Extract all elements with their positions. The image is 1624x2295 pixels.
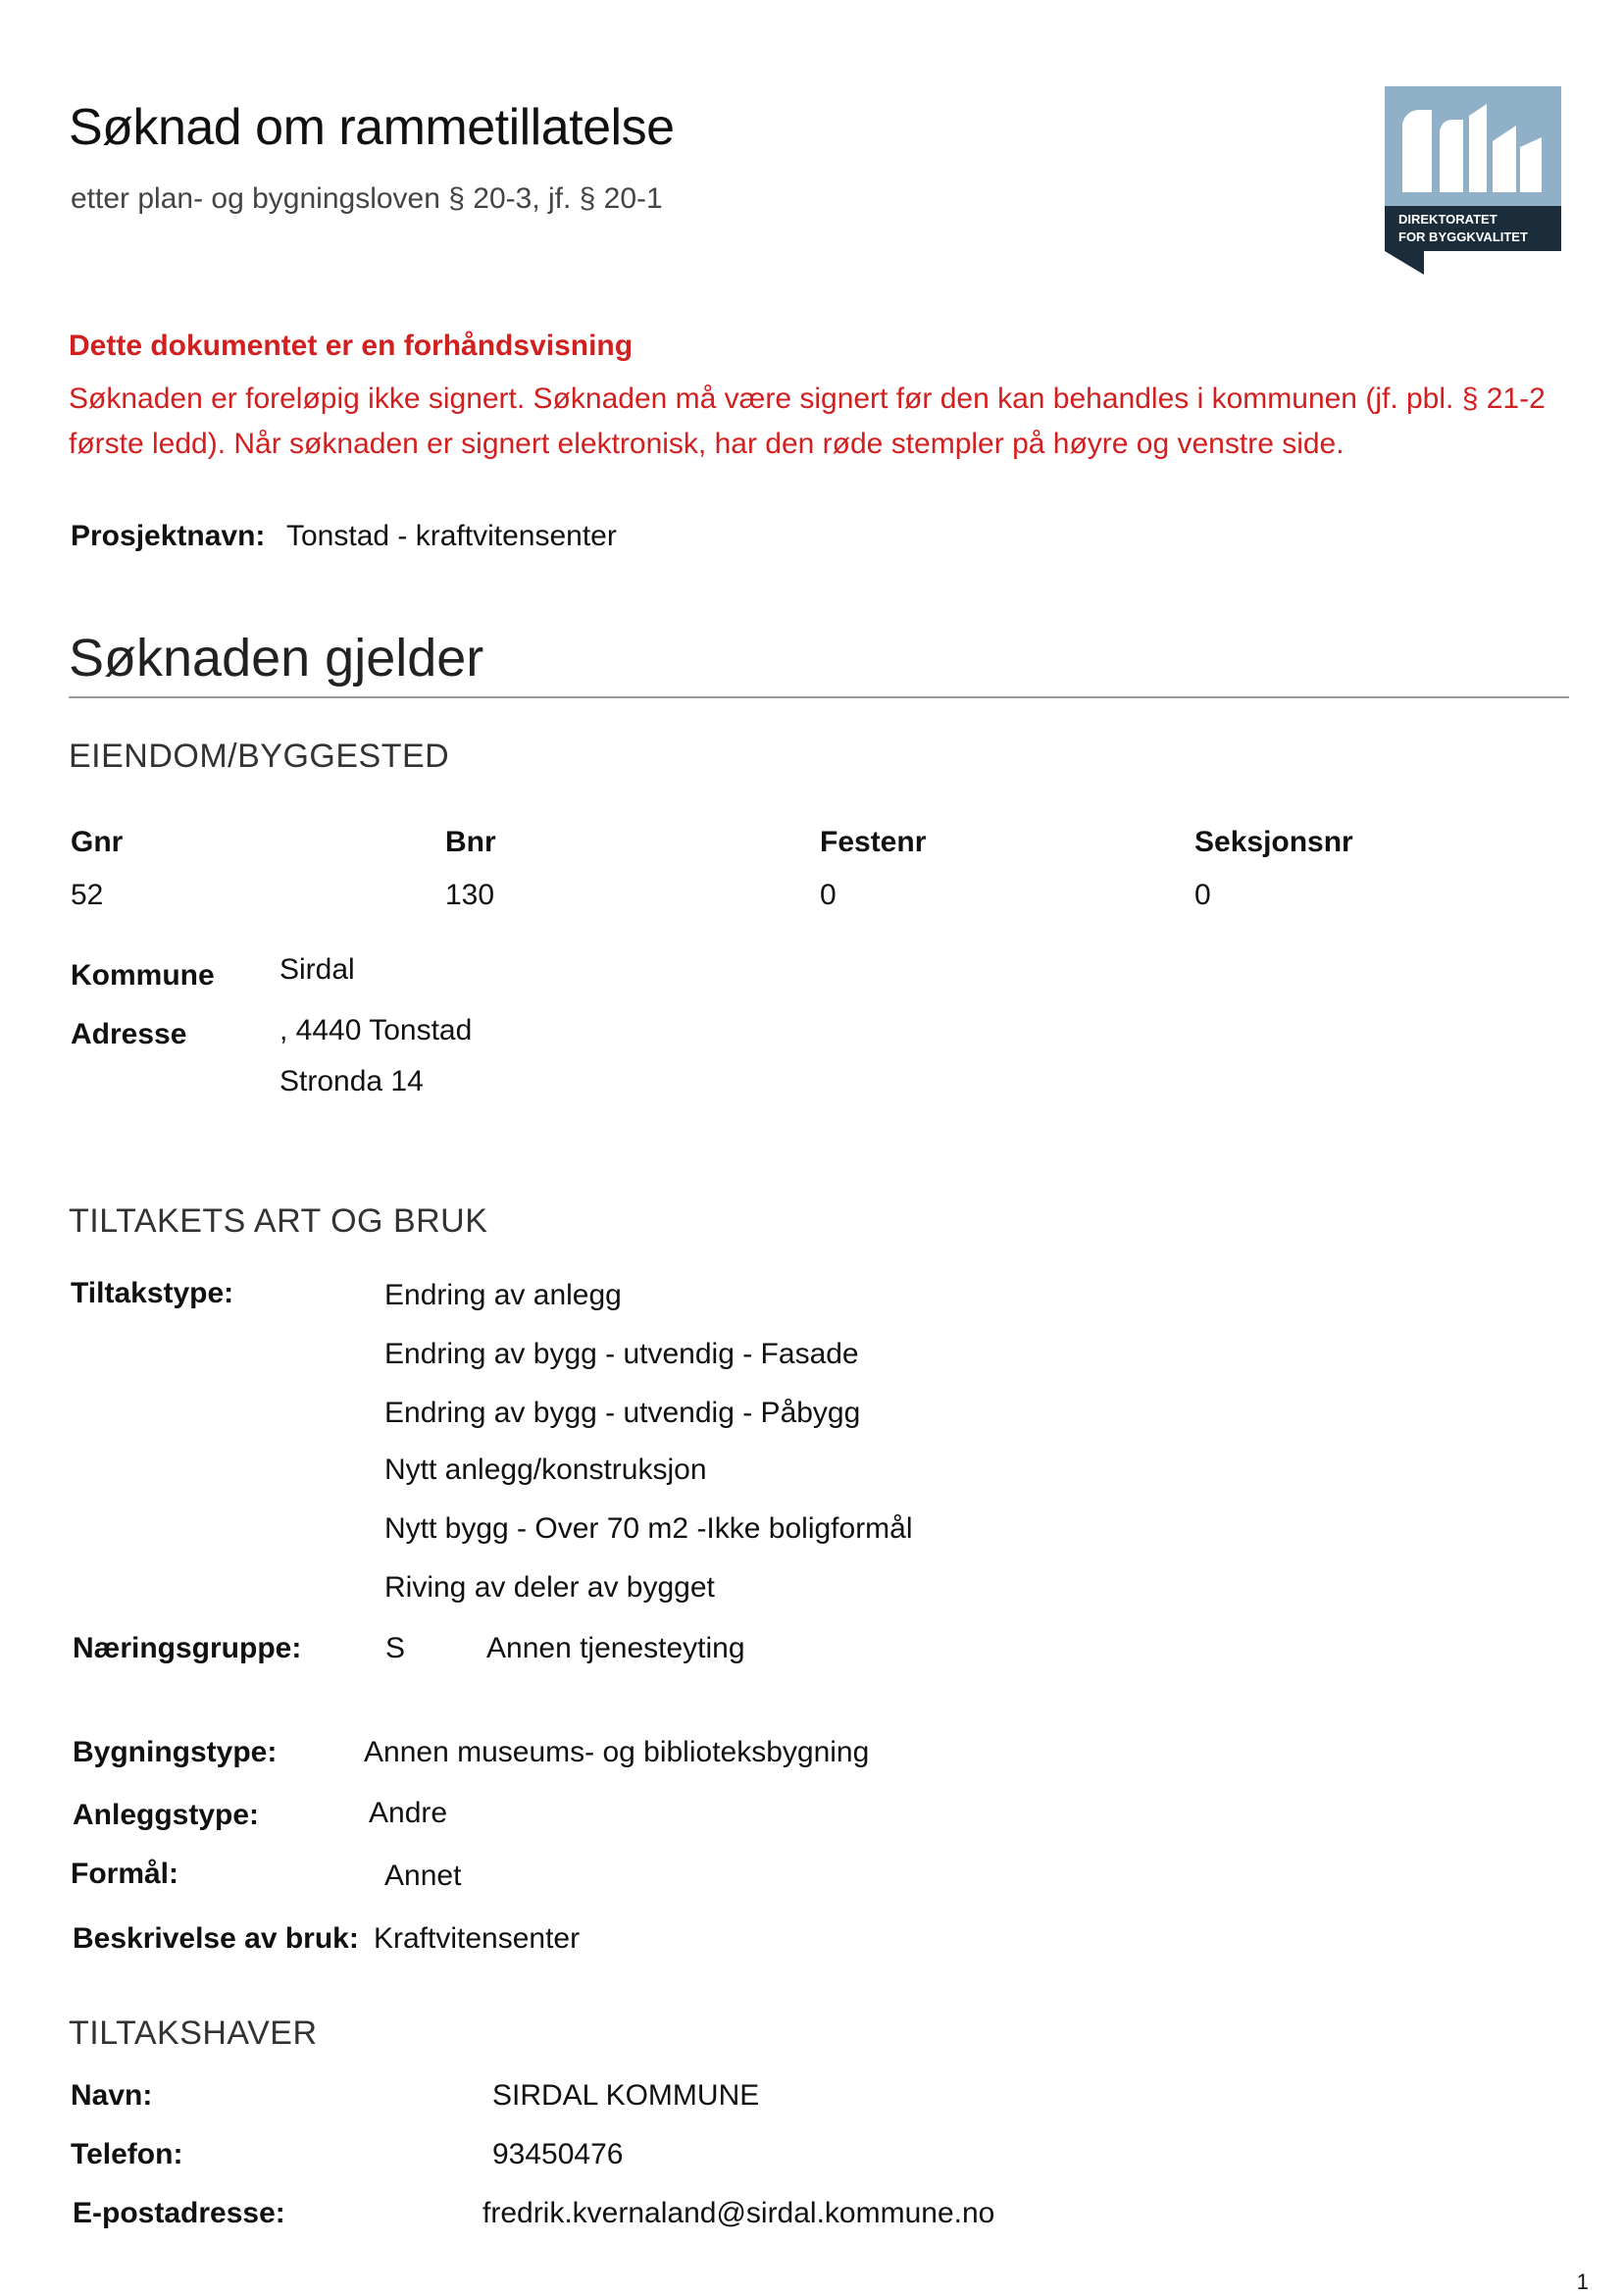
bygningstype-label: Bygningstype: <box>73 1736 278 1768</box>
adresse-line1: , 4440 Tonstad <box>279 1014 473 1046</box>
logo-text-line1: DIREKTORATET <box>1398 212 1497 227</box>
dibk-logo <box>1385 86 1561 278</box>
telefon-value: 93450476 <box>492 2138 624 2170</box>
bnr-value: 130 <box>445 879 495 911</box>
seksjonsnr-label: Seksjonsnr <box>1194 826 1353 858</box>
tiltakstype-item: Endring av bygg - utvendig - Påbygg <box>384 1397 861 1429</box>
naeringsgruppe-code: S <box>385 1632 406 1664</box>
kommune-value: Sirdal <box>279 953 355 986</box>
formal-label: Formål: <box>71 1858 179 1890</box>
tiltakstype-item: Endring av anlegg <box>384 1279 622 1311</box>
gnr-value: 52 <box>71 879 104 911</box>
preview-notice-text: Søknaden er foreløpig ikke signert. Søknaden må være signert før den kan behandles i kommunen (jf. pbl. § 21-2 første ledd). Når søknaden er signert elektronisk, har den røde stempler på høyre og venstre side. <box>69 382 1546 460</box>
project-name-value: Tonstad - kraftvitensenter <box>286 520 617 552</box>
seksjonsnr-value: 0 <box>1194 879 1211 911</box>
kommune-label: Kommune <box>71 959 215 992</box>
epost-label: E-postadresse: <box>73 2197 285 2229</box>
beskrivelse-label: Beskrivelse av bruk: <box>73 1922 359 1955</box>
preview-notice-title: Dette dokumentet er en forhåndsvisning <box>69 330 634 362</box>
document-title: Søknad om rammetillatelse <box>69 99 675 156</box>
adresse-line2: Stronda 14 <box>279 1065 424 1097</box>
festenr-value: 0 <box>820 879 837 911</box>
naeringsgruppe-value: Annen tjenesteyting <box>486 1632 745 1664</box>
logo-text-line2: FOR BYGGKVALITET <box>1398 230 1528 244</box>
festenr-label: Festenr <box>820 826 927 858</box>
project-name-label: Prosjektnavn: <box>71 520 266 552</box>
document-subtitle: etter plan- og bygningsloven § 20-3, jf. § 20-1 <box>71 182 663 215</box>
tiltakshaver-heading: TILTAKSHAVER <box>69 2014 318 2052</box>
anleggstype-value: Andre <box>369 1797 448 1829</box>
naeringsgruppe-label: Næringsgruppe: <box>73 1632 302 1664</box>
tiltakstype-item: Nytt anlegg/konstruksjon <box>384 1454 707 1486</box>
tiltak-heading: TILTAKETS ART OG BRUK <box>69 1202 488 1240</box>
bnr-label: Bnr <box>445 826 496 858</box>
tiltakstype-label: Tiltakstype: <box>71 1277 234 1309</box>
bygningstype-value: Annen museums- og biblioteksbygning <box>364 1736 870 1768</box>
tiltakstype-item: Riving av deler av bygget <box>384 1571 715 1604</box>
page-number: 1 <box>1576 2270 1589 2294</box>
formal-value: Annet <box>384 1860 462 1892</box>
section-title: Søknaden gjelder <box>69 629 484 688</box>
property-heading: EIENDOM/BYGGESTED <box>69 738 450 775</box>
tiltakstype-item: Endring av bygg - utvendig - Fasade <box>384 1338 859 1370</box>
navn-label: Navn: <box>71 2079 153 2112</box>
section-divider <box>69 696 1569 698</box>
anleggstype-label: Anleggstype: <box>73 1799 260 1831</box>
adresse-label: Adresse <box>71 1018 187 1050</box>
epost-value: fredrik.kvernaland@sirdal.kommune.no <box>482 2197 995 2229</box>
gnr-label: Gnr <box>71 826 124 858</box>
navn-value: SIRDAL KOMMUNE <box>492 2079 760 2112</box>
dibk-logo-graphic <box>1385 86 1561 278</box>
beskrivelse-value: Kraftvitensenter <box>374 1922 581 1955</box>
telefon-label: Telefon: <box>71 2138 183 2170</box>
tiltakstype-item: Nytt bygg - Over 70 m2 -Ikke boligformål <box>384 1512 913 1545</box>
